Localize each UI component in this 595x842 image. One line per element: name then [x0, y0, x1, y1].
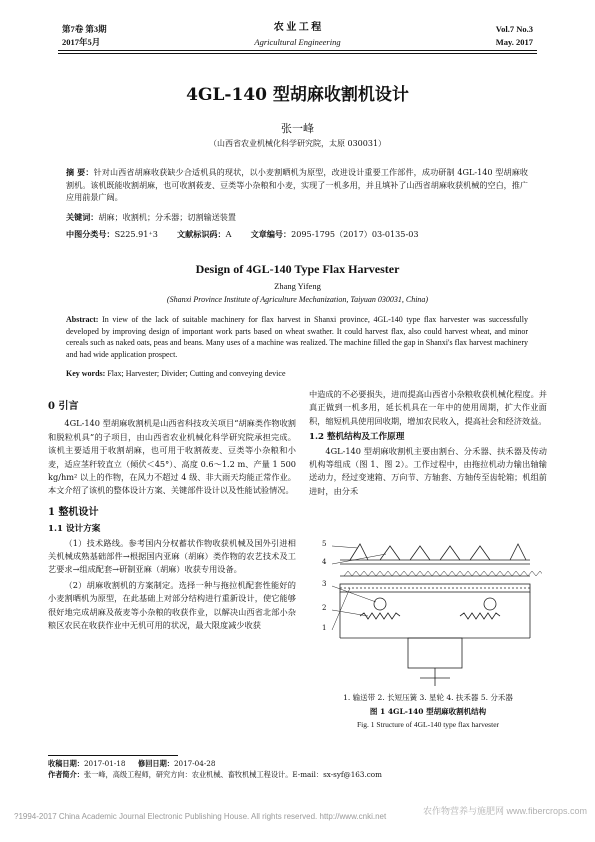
author-bio [48, 769, 548, 780]
bio-label: 作者简介： [48, 770, 84, 779]
keywords-en [66, 368, 528, 380]
paper-title-en: Design of 4GL-140 Type Flax Harvester [195, 262, 400, 276]
keywords-cn-text: 胡麻；收割机；分禾器；切割输送装置 [98, 212, 236, 222]
section-1-1-title: 1.1 设计方案 [48, 524, 101, 535]
date-en: May. 2017 [495, 37, 533, 47]
affiliation-en: (Shanxi Province Institute of Agriculture Mechanization, Taiyuan 030031, China) [166, 295, 429, 304]
keywords-cn [66, 211, 528, 224]
figure-1-caption-en: Fig. 1 Structure of 4GL-140 type flax harvester [356, 720, 500, 729]
section-0-paragraph: 4GL-140 型胡麻收割机是山西省科技攻关项目“胡麻类作物收割和脱粒机具”的子项目，由山西省农业机械化科学研究院承担完成。该机主要适用于收割胡麻，也可用于收割莜麦、豆类等小杂粮和小麦，适应茎秆较直立（倾伏＜45°）、高度 0.6～1.2 m、产量 1 500 kg/hm² 以上的作物，在风力不超过 4 级、非大雨天均能正常作业。本文介绍了该机的整体设计方案、关键部件设计以及性能试验情况。 [48, 418, 296, 496]
harvester-structure-drawing [320, 538, 542, 688]
received-date: 2017-01-18 [83, 759, 126, 768]
abstract-en-label: Abstract: [66, 315, 99, 324]
classification-line [66, 228, 528, 241]
revised-date: 2017-04-28 [173, 759, 216, 768]
abstract-cn-label: 摘 要： [66, 167, 94, 177]
copyright-notice: ?1994-2017 China Academic Journal Electronic Publishing House. All rights reserved. http://www.cnki.net [14, 812, 387, 821]
doc-code-value: A [225, 229, 232, 239]
volume-issue-en: Vol.7 No.3 [495, 24, 533, 34]
keywords-en-label: Key words: [66, 369, 106, 378]
continued-paragraph: 中造成的不必要损失，进而提高山西省小杂粮收获机械化程度。并真正做到一机多用，延长机具在一年中的使用周期，扩大作业面积，缩短机具使用回收期，增加农民收入，提高社会和经济效益。 [309, 389, 547, 426]
author-en: Zhang Yifeng [274, 281, 321, 291]
abstract-en-text: In view of the lack of suitable machinery for flax harvest in Shanxi province, 4GL-140 type flax harvester was successfully developed by improving design of important work parts based on wheat swather. It could harvest flax, also could harvest wheat, and minor cereals such as naked oats, peas and beans. Many uses of a machine was realized. The machine filled the gap in Shanxi's flax harvest machinery and had wide application prospect. [66, 315, 528, 359]
revised-label: 修回日期： [138, 759, 174, 768]
doc-code-label: 文献标识码： [177, 229, 226, 239]
figure-1-legend: 1. 输送带 2. 长短压簧 3. 星轮 4. 扶禾器 5. 分禾器 [343, 693, 513, 702]
date-cn: 2017年5月 [62, 37, 101, 47]
footnote-rule [48, 755, 178, 756]
affiliation-cn: （山西省农业机械化科学研究院，太原 030031） [208, 139, 387, 148]
figure-1 [320, 538, 542, 688]
journal-name-en: Agricultural Engineering [254, 37, 341, 47]
abstract-cn [66, 166, 528, 204]
section-1-2-paragraph: 4GL-140 型胡麻收割机主要由割台、分禾器、扶禾器及传动机构等组成（图 1、图 2）。工作过程中，由拖拉机动力输出轴输送动力，经过变速箱、万向节、方轴套、方轴传至齿轮箱；机组前进时，由分禾 [309, 445, 547, 496]
clc-value: S225.91⁺3 [114, 229, 158, 239]
figure-label-5: 5 [322, 540, 327, 548]
divider-right [510, 544, 526, 560]
section-0-title: 0 引言 [48, 401, 79, 412]
received-label: 收稿日期： [48, 759, 84, 768]
section-1-title: 1 整机设计 [48, 506, 99, 518]
figure-label-4: 4 [322, 558, 327, 566]
article-no-value: 2095-1795（2017）03-0135-03 [291, 229, 419, 239]
bio-text: 张一峰，高级工程师，研究方向：农业机械、畜牧机械工程设计。E-mail：sx-syf@163.com [83, 770, 382, 779]
abstract-cn-text: 针对山西省胡麻收获缺少合适机具的现状，以小麦割晒机为原型，改进设计重要工作部件，成功研制 4GL-140 型胡麻收割机。该机既能收割胡麻，也可收割莜麦、豆类等小杂粮和小麦，实现了一机多用，并且填补了山西省胡麻收获机械的空白，推广应用前景广阔。 [66, 167, 528, 202]
article-no-label: 文章编号： [250, 229, 292, 239]
section-1-2-title: 1.2 整机结构及工作原理 [309, 432, 405, 443]
header-rule-thin [58, 53, 537, 54]
figure-label-2: 2 [322, 604, 327, 612]
paper-title-cn: 4GL-140 型胡麻收割机设计 [186, 85, 409, 105]
header-rule-thick [58, 50, 537, 51]
keywords-en-text: Flax; Harvester; Divider; Cutting and conveying device [105, 369, 286, 378]
section-1-1-paragraph-1: （1）技术路线。参考国内分权蓄状作物收获机械及国外引进相关机械成熟基础部件→根据国内亚麻（胡麻）类作物的农艺技术及工艺要求→组成配套→研制亚麻（胡麻）收获专用设备。 [48, 537, 296, 575]
figure-label-1: 1 [322, 624, 327, 632]
keywords-cn-label: 关键词： [66, 212, 99, 222]
volume-issue-cn: 第7卷 第3期 [62, 24, 107, 34]
right-column [309, 388, 547, 498]
figure-1-caption-cn: 图 1 4GL-140 型胡麻收割机结构 [369, 707, 487, 716]
abstract-en [66, 314, 528, 360]
received-dates [48, 758, 548, 769]
watermark: 农作物营养与施肥网 www.fibercrops.com [422, 806, 587, 816]
clc-label: 中图分类号： [66, 229, 115, 239]
figure-label-3: 3 [322, 580, 327, 588]
section-1-1-paragraph-2: （2）胡麻收割机的方案制定。选择一种与拖拉机配套性能好的小麦割晒机为原型，在此基础上对部分结构进行重新设计，使它能够很好地完成胡麻及莜麦等小杂粮的收获作业，以解决山西省北部小杂粮区农民在收获作业中无机可用的状况，最大限度减少收获 [48, 579, 296, 631]
left-column [48, 400, 296, 633]
journal-name-cn: 农 业 工 程 [273, 22, 322, 33]
author-cn: 张一峰 [281, 122, 314, 135]
